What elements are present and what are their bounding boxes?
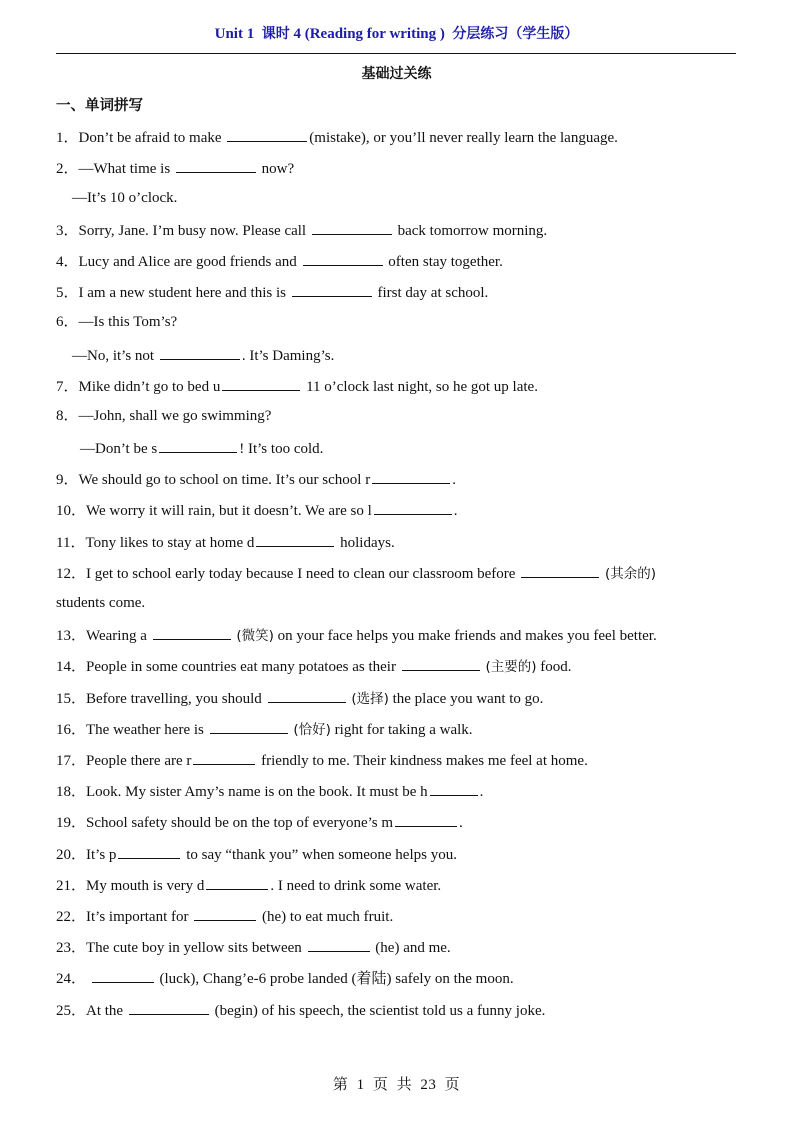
answer-blank[interactable] (372, 469, 450, 484)
chinese-hint: (微笑) (236, 628, 274, 644)
question-text: food. (540, 659, 572, 675)
answer-blank[interactable] (374, 500, 452, 515)
question-11 (56, 532, 395, 552)
question-number: 8． (56, 408, 79, 424)
question-text: (begin) of his speech, the scientist told us a funny joke. (214, 1003, 546, 1019)
question-number: 1． (56, 130, 79, 146)
question-text: (he) and me. (375, 940, 451, 956)
question-text: (luck), Chang’e-6 probe landed (着陆) safely on the moon. (159, 971, 514, 987)
question-text: first day at school. (377, 285, 489, 301)
question-number: 20． (56, 847, 87, 863)
header-divider (56, 53, 736, 54)
question-16 (56, 719, 473, 739)
question-text: —No, it’s not (72, 348, 155, 364)
question-text: right for taking a walk. (334, 722, 473, 738)
question-18 (56, 781, 483, 801)
question-22 (56, 906, 393, 926)
question-text: . I need to drink some water. (270, 878, 442, 894)
question-number: 6． (56, 314, 79, 330)
question-6-reply (72, 345, 334, 365)
answer-blank[interactable] (193, 750, 255, 765)
question-text: back tomorrow morning. (397, 223, 548, 239)
question-number: 2． (56, 161, 79, 177)
header-subtitle: 分层练习（学生版） (452, 26, 579, 42)
question-text: Don’t be afraid to make (78, 130, 222, 146)
question-number: 10． (56, 503, 87, 519)
answer-blank[interactable] (256, 532, 334, 547)
question-text: I get to school early today because I need to clean our classroom before (86, 566, 516, 582)
question-text: I am a new student here and this is (78, 285, 286, 301)
question-14 (56, 656, 571, 676)
question-2-reply (72, 189, 177, 207)
question-number: 14． (56, 659, 87, 675)
answer-blank[interactable] (118, 844, 180, 859)
answer-blank[interactable] (210, 719, 288, 734)
question-number: 18． (56, 784, 87, 800)
question-text: holidays. (340, 535, 395, 551)
answer-blank[interactable] (153, 625, 231, 640)
question-2 (56, 158, 294, 178)
question-text: We should go to school on time. It’s our school r (78, 472, 371, 488)
question-text: It’s important for (86, 909, 189, 925)
question-number: 12． (56, 566, 87, 582)
header-lesson: 4 (Reading for writing ) (293, 26, 445, 42)
question-text: The weather here is (86, 722, 204, 738)
question-text: School safety should be on the top of everyone’s m (86, 815, 394, 831)
question-text: People in some countries eat many potatoes as their (86, 659, 396, 675)
question-text: ! It’s too cold. (239, 441, 324, 457)
question-text: Sorry, Jane. I’m busy now. Please call (78, 223, 307, 239)
question-number: 23． (56, 940, 87, 956)
question-text: (he) to eat much fruit. (262, 909, 394, 925)
question-number: 22． (56, 909, 87, 925)
question-number: 11． (56, 535, 86, 551)
question-text: People there are r (86, 753, 192, 769)
question-text: . (452, 472, 456, 488)
question-number: 24． (56, 971, 87, 987)
question-number: 5． (56, 285, 79, 301)
chinese-hint: (其余的) (604, 566, 656, 582)
question-9 (56, 469, 456, 489)
answer-blank[interactable] (395, 812, 457, 827)
header-unit: Unit 1 (214, 26, 255, 42)
answer-blank[interactable] (227, 127, 307, 142)
question-text: —Is this Tom’s? (78, 314, 178, 330)
question-number: 13． (56, 628, 87, 644)
question-text: to say “thank you” when someone helps you. (186, 847, 457, 863)
question-number: 3． (56, 223, 79, 239)
answer-blank[interactable] (402, 656, 480, 671)
header-lesson-label: 课时 (261, 26, 290, 42)
answer-blank[interactable] (308, 937, 370, 952)
answer-blank[interactable] (194, 906, 256, 921)
question-text: . It’s Daming’s. (241, 348, 335, 364)
page-footer: 第 1 页 共 23 页 (332, 1077, 461, 1093)
question-text: on your face helps you make friends and makes you feel better. (277, 628, 657, 644)
question-text: —John, shall we go swimming? (78, 408, 272, 424)
question-19 (56, 812, 463, 832)
answer-blank[interactable] (312, 220, 392, 235)
question-text: 11 o’clock last night, so he got up late. (306, 379, 538, 395)
question-21 (56, 875, 441, 895)
question-text: Look. My sister Amy’s name is on the book. It must be h (86, 784, 428, 800)
answer-blank[interactable] (159, 438, 237, 453)
chinese-hint: (恰好) (293, 722, 331, 738)
answer-blank[interactable] (160, 345, 240, 360)
question-4 (56, 251, 503, 271)
question-number: 21． (56, 878, 87, 894)
answer-blank[interactable] (129, 1000, 209, 1015)
question-12 (56, 563, 656, 583)
answer-blank[interactable] (222, 376, 300, 391)
question-13 (56, 625, 657, 645)
answer-blank[interactable] (206, 875, 268, 890)
question-3 (56, 220, 547, 240)
question-24 (56, 968, 514, 988)
question-number: 17． (56, 753, 87, 769)
answer-blank[interactable] (292, 282, 372, 297)
answer-blank[interactable] (268, 688, 346, 703)
question-5 (56, 282, 488, 302)
question-12-continued (56, 594, 145, 612)
question-text: —It’s 10 o’clock. (72, 190, 178, 206)
question-17 (56, 750, 588, 770)
question-text: Before travelling, you should (86, 691, 262, 707)
question-8-reply (80, 438, 323, 458)
question-text: Mike didn’t go to bed u (78, 379, 221, 395)
question-text: now? (261, 161, 295, 177)
question-number: 19． (56, 815, 87, 831)
part-title: 一、单词拼写 (56, 98, 143, 114)
chinese-hint: (选择) (351, 691, 389, 707)
document-header-title (0, 23, 793, 43)
question-text: (mistake), or you’ll never really learn the language. (309, 130, 618, 146)
question-text: At the (86, 1003, 124, 1019)
question-number: 16． (56, 722, 87, 738)
question-7 (56, 376, 538, 396)
question-text: . (459, 815, 463, 831)
question-text: —What time is (78, 161, 171, 177)
question-text: It’s p (86, 847, 117, 863)
question-23 (56, 937, 451, 957)
answer-blank[interactable] (521, 563, 599, 578)
question-text: My mouth is very d (86, 878, 205, 894)
question-15 (56, 688, 543, 708)
question-text: Wearing a (86, 628, 147, 644)
question-text: . (453, 503, 458, 519)
question-number: 9． (56, 472, 79, 488)
question-number: 15． (56, 691, 87, 707)
question-text: Tony likes to stay at home d (85, 535, 255, 551)
question-text: Lucy and Alice are good friends and (78, 254, 297, 270)
question-text: the place you want to go. (392, 691, 544, 707)
question-number: 7． (56, 379, 79, 395)
section-title: 基础过关练 (361, 66, 432, 82)
answer-blank[interactable] (92, 968, 154, 983)
question-25 (56, 1000, 545, 1020)
question-number: 25． (56, 1003, 87, 1019)
question-text: We worry it will rain, but it doesn’t. We are so l (86, 503, 372, 519)
question-text: students come. (56, 595, 146, 611)
question-1 (56, 127, 618, 147)
question-8 (56, 407, 271, 425)
question-text: —Don’t be s (80, 441, 158, 457)
chinese-hint: (主要的) (485, 659, 537, 675)
question-text: often stay together. (388, 254, 503, 270)
question-10 (56, 500, 458, 520)
question-number: 4． (56, 254, 79, 270)
answer-blank[interactable] (430, 781, 478, 796)
question-text: The cute boy in yellow sits between (86, 940, 302, 956)
question-text: friendly to me. Their kindness makes me feel at home. (261, 753, 588, 769)
answer-blank[interactable] (303, 251, 383, 266)
question-20 (56, 844, 457, 864)
answer-blank[interactable] (176, 158, 256, 173)
question-text: . (479, 784, 484, 800)
question-6 (56, 313, 177, 331)
